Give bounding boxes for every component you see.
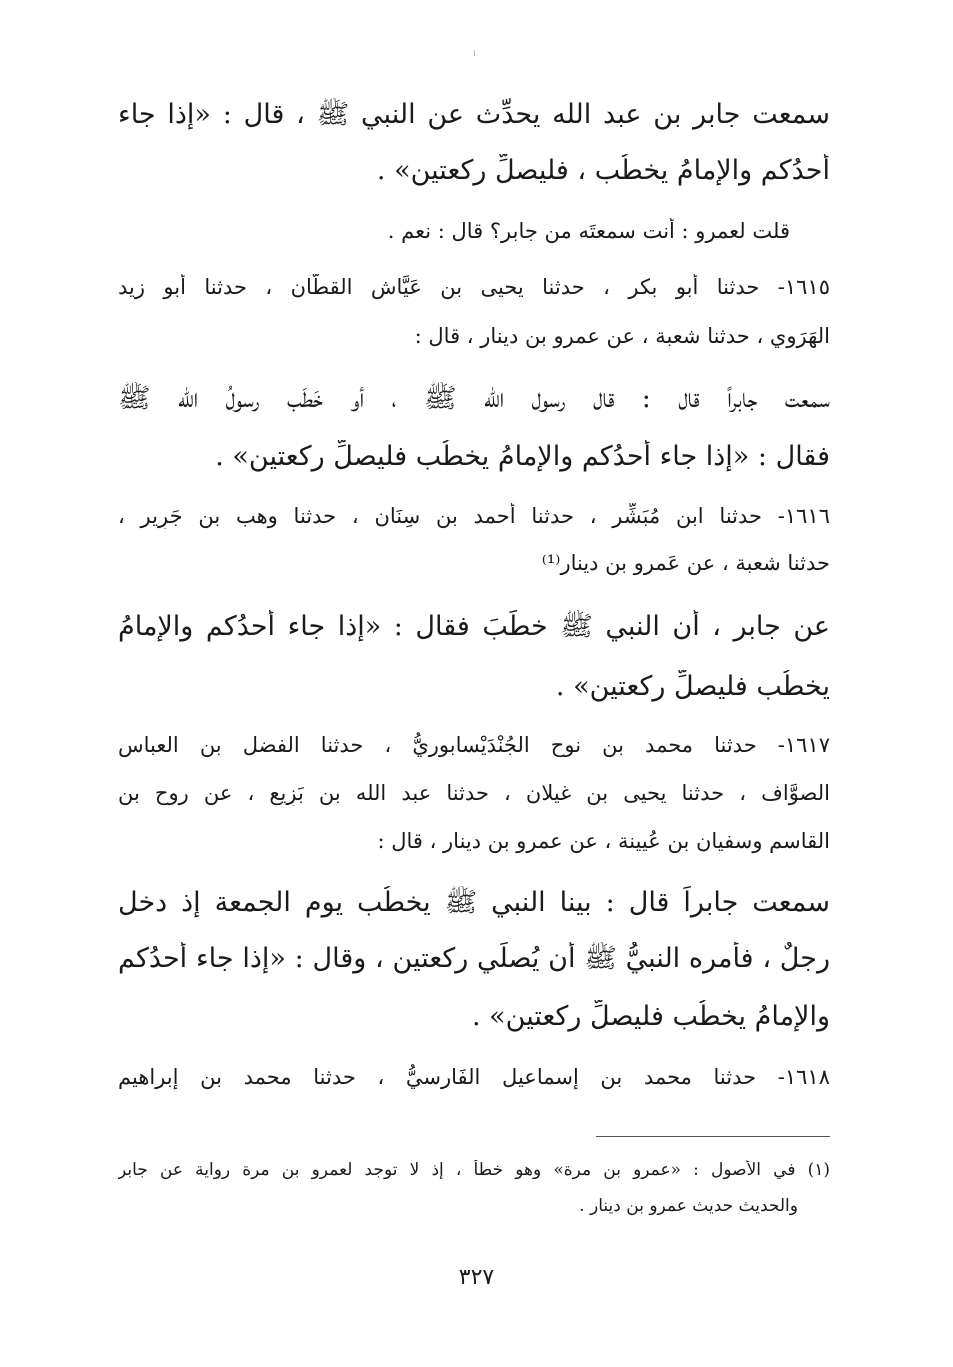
top-mark xyxy=(474,50,475,56)
hadith-1617-line-3: القاسم وسفيان بن عُيينة ، عن عمرو بن دينار ، قال : xyxy=(377,829,830,853)
footnote-separator xyxy=(596,1136,830,1137)
hadith-1616-line-2: حدثنا شعبة ، عن عَمرو بن دينار⁽¹⁾ xyxy=(541,551,830,575)
hadith-1616-line-1: ١٦١٦- حدثنا ابن مُبَشِّر ، حدثنا أحمد بن سِنَان ، حدثنا وهب بن جَرِير ، xyxy=(118,504,830,528)
text-line-11: يخطُب فليصلِّ ركعتين» . xyxy=(555,671,830,702)
text-line-3: قلت لعمرو : أنت سمعتَه من جابر؟ قال : نعم . xyxy=(387,219,790,243)
text-line-7: فقال : «إذا جاء أحدُكم والإمامُ يخطُب فليصلِّ ركعتين» . xyxy=(215,441,830,472)
text-line-15: سمعت جابراً قال : بينا النبي ﷺ يخطُب يوم الجمعة إذ دخل xyxy=(118,887,830,918)
footnote-line-2: والحديث حديث عمرو بن دينار . xyxy=(579,1196,798,1216)
text-line-16: رجلٌ ، فأَمره النبيُّ ﷺ أن يُصلِّي ركعتين ، وقال : «إذا جاء أحدُكم xyxy=(118,943,830,974)
text-line-10: عن جابر ، أن النبي ﷺ خطَبَ فقال : «إذا جاء أحدُكم والإمامُ xyxy=(118,611,830,642)
text-line-2: أحدُكم والإمامُ يخطُب ، فليصلِّ ركعتين» . xyxy=(376,155,830,186)
hadith-1617-line-1: ١٦١٧- حدثنا محمد بن نوح الجُنْدَيْسابوريُّ ، حدثنا الفضل بن العباس xyxy=(118,733,830,757)
page-number: ٣٢٧ xyxy=(458,1265,495,1290)
text-line-17: والإمامُ يخطُب فليصلِّ ركعتين» . xyxy=(471,1001,830,1032)
hadith-1615-line-2: الهَرَوي ، حدثنا شعبة ، عن عمرو بن دينار ، قال : xyxy=(414,324,830,348)
text-line-6: سمعت جابراً قال : قال رسول الله ﷺ ، أو خَطَب رسولُ الله ﷺ xyxy=(118,383,830,414)
text-line-1: سمعت جابر بن عبد الله يحدِّث عن النبي ﷺ ، قال : «إذا جاء xyxy=(118,99,830,130)
hadith-1618-line-1: ١٦١٨- حدثنا محمد بن إسماعيل الفَارسيُّ ، حدثنا محمد بن إبراهيم xyxy=(118,1065,830,1089)
hadith-1617-line-2: الصوَّاف ، حدثنا يحيى بن غيلان ، حدثنا عبد الله بن بَزِيع ، عن روح بن xyxy=(118,781,830,805)
hadith-1615-line-1: ١٦١٥- حدثنا أبو بكر ، حدثنا يحيى بن عَيَّاش القطَّان ، حدثنا أبو زيد xyxy=(118,275,830,299)
footnote-line-1: (١) في الأصول : «عمرو بن مرة» وهو خطأ ، إذ لا توجد لعمرو بن مرة رواية عن جابر xyxy=(118,1160,830,1180)
